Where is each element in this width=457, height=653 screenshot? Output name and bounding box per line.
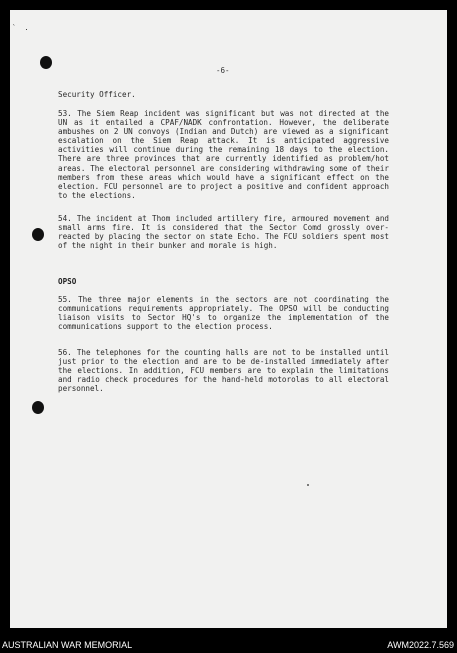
intro-line: Security Officer. xyxy=(58,90,136,99)
paragraph-55 xyxy=(58,295,389,331)
page-number: -6- xyxy=(216,66,230,75)
paragraph-56-text: 56. The telephones for the counting halls are not to be installed until just prior to the election and are to be de-installed immediately after the elections. In addition, FCU members are to explain the limitations and radio check procedures for the hand-held motorolas to all electoral personnel. xyxy=(58,348,389,394)
paragraph-53-text: 53. The Siem Reap incident was significant but was not directed at the UN as it entailed a CPAF/NADK confrontation. However, the deliberate ambushes on 2 UN convoys (Indian and Dutch) are viewed as a significant escalation on the Siem Reap attack. It is anticipated aggressive activities will continue during the remaining 18 days to the election. There are three provinces that are currently identified as problem/hot areas. The electoral personnel are considering withdrawing some of their members from these areas which would have a significant effect on the election. FCU personnel are to project a positive and confident approach to the elections. xyxy=(58,109,389,200)
footer-accession-number: AWM2022.7.569 xyxy=(387,640,454,650)
paragraph-55-text: 55. The three major elements in the sectors are not coordinating the communications requirements appropriately. The OPSO will be conducting liaison visits to Sector HQ's to organize the implementation of the communications support to the election process. xyxy=(58,295,389,332)
section-heading-opso: OPSO xyxy=(58,277,77,286)
speck xyxy=(307,484,309,486)
document-page xyxy=(10,10,447,628)
punch-hole-top xyxy=(40,56,52,69)
punch-hole-middle xyxy=(32,228,44,241)
margin-marks: ` . xyxy=(12,24,31,32)
paragraph-54-text: 54. The incident at Thom included artillery fire, armoured movement and small arms fire. It is considered that the Sector Comd grossly over-reacted by placing the sector on state Echo. The FCU soldiers spent most of the night in their bunker and morale is high. xyxy=(58,214,389,251)
paragraph-53 xyxy=(58,109,389,200)
paragraph-54 xyxy=(58,214,389,250)
punch-hole-bottom xyxy=(32,401,44,414)
paragraph-56 xyxy=(58,348,389,393)
footer-institution: AUSTRALIAN WAR MEMORIAL xyxy=(2,640,133,650)
